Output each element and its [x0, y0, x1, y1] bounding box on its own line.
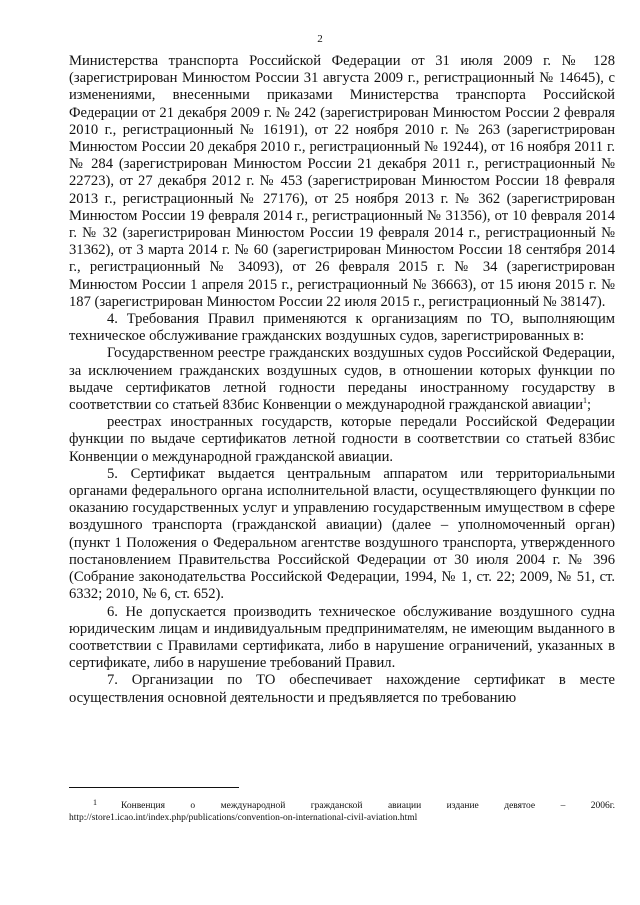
paragraph-registration-list: Министерства транспорта Российской Федерации от 31 июля 2009 г. № 128 (зарегистрирован Минюстом России 31 августа 2009 г., регистрационный № 14645), с изменениями, внесенными приказами Министерства транспорта Российской Федерации от 21 декабря 2009 г. № 242 (зарегистрирован Минюстом России 2 февраля 2010 г., регистрационный № 16191), от 22 ноября 2010 г. № 263 (зарегистрирован Минюстом России 20 декабря 2010 г., регистрационный № 19244), от 16 ноября 2011 г. № 284 (зарегистрирован Минюстом России 21 декабря 2011 г., регистрационный № 22723), от 27 декабря 2012 г. № 453 (зарегистрирован Минюстом России 18 февраля 2013 г., регистрационный № 27176), от 25 ноября 2013 г. № 362 (зарегистрирован Минюстом России 19 февраля 2014 г., регистрационный № 31356), от 10 февраля 2014 г. № 32 (зарегистрирован Минюстом России 19 февраля 2014 г., регистрационный № 31362), от 3 марта 2014 г. № 60 (зарегистрирован Минюстом России 18 сентября 2014 г., регистрационный № 34093), от 26 февраля 2015 г. № 34 (зарегистрирован Минюстом России 1 апреля 2015 г., регистрационный № 36663), от 15 июня 2015 г. № 187 (зарегистрирован Минюстом России 22 июля 2015 г., регистрационный № 38147).	[69, 53, 615, 310]
footnote-link[interactable]: http://store1.icao.int/index.php/publications/convention-on-international-civil-aviation.html	[69, 812, 418, 823]
paragraph-item-6: 6. Не допускается производить техническое обслуживание воздушного судна юридическим лицам и индивидуальным предпринимателям, не имеющим выданного в соответствии с Правилами сертификата, либо в нарушение ограничений, указанных в сертификате, либо в нарушение требований Правил.	[69, 603, 615, 672]
paragraph-foreign-registers: реестрах иностранных государств, которые передали Российской Федерации функции по выдаче сертификатов летной годности в соответствии со статьей 83бис Конвенции о международной гражданской авиации.	[69, 414, 615, 465]
footnote-marker: 1	[93, 798, 97, 807]
paragraph-item-7: 7. Организации по ТО обеспечивает нахождение сертификат в месте осуществления основной деятельности и предъявляется по требованию	[69, 672, 615, 706]
paragraph-state-register-suffix: ;	[587, 397, 592, 414]
footnote-text: Конвенция о международной гражданской авиации издание девятое – 2006г.	[121, 801, 615, 811]
page-number: 2	[317, 33, 323, 45]
document-body	[69, 53, 615, 707]
paragraph-state-register-text: Государственном реестре гражданских воздушных судов Российской Федерации, за исключением гражданских воздушных судов, в отношении которых функции по выдаче сертификатов летной годности переданы иностранному государству в соответствии со статьей 83бис Конвенции о международной гражданской авиации	[69, 345, 615, 414]
paragraph-item-5: 5. Сертификат выдается центральным аппаратом или территориальными органами федерального органа исполнительной власти, осуществляющего функции по оказанию государственных услуг и управлению государственным имуществом в сфере воздушного транспорта (гражданской авиации) (далее – уполномоченный орган) (пункт 1 Положения о Федеральном агентстве воздушного транспорта, утвержденного постановлением Правительства Российской Федерации от 30 июля 2004 г. № 396 (Собрание законодательства Российской Федерации, 1994, № 1, ст. 22; 2009, № 51, ст. 6332; 2010, № 6, ст. 652).	[69, 465, 615, 603]
footnote-reference[interactable]: 1	[583, 396, 588, 406]
footnote-separator	[69, 787, 239, 788]
paragraph-state-register	[69, 345, 615, 414]
paragraph-item-4: 4. Требования Правил применяются к организациям по ТО, выполняющим техническое обслуживание гражданских воздушных судов, зарегистрированных в:	[69, 311, 615, 345]
footnote	[69, 797, 615, 824]
